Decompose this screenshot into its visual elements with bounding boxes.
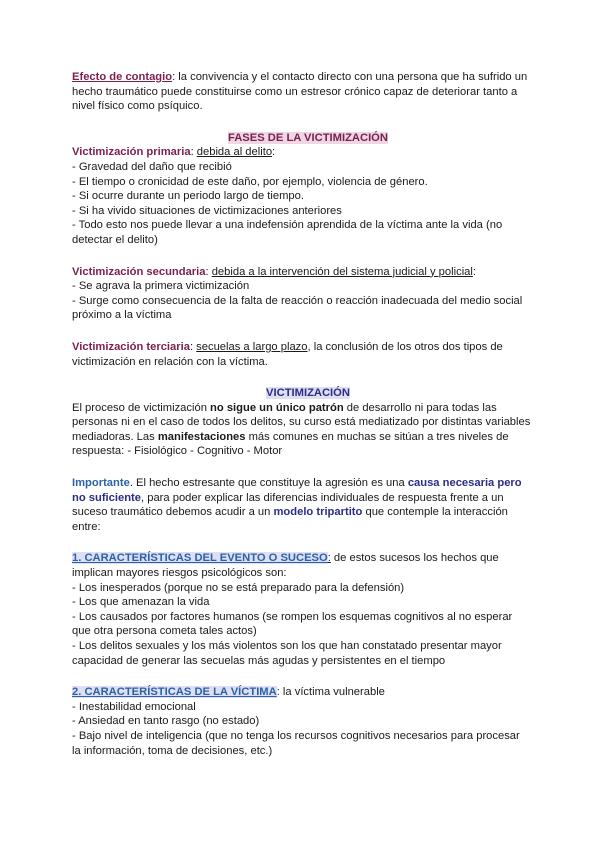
list-item: implican mayores riesgos psicológicos son: [72,567,287,580]
terciaria-paragraph [72,340,530,369]
importante-term: Importante [72,477,130,490]
secundaria-end: : [472,265,476,278]
fases-heading-row [72,131,530,146]
terciaria-text-1: , la conclusión de los otros dos tipos de [307,340,503,353]
primaria-end: : [272,146,276,159]
efecto-line-3: nivel físico como psíquico. [72,100,203,113]
list-item: - Si ocurre durante un periodo largo de tiempo. [72,190,304,203]
importante-text-4: entre: [72,520,101,533]
terciaria-separator: : [189,340,197,353]
list-item: la información, toma de decisiones, etc.) [72,744,273,757]
secundaria-paragraph [72,265,530,323]
list-item: - Se agrava la primera victimización [72,280,250,293]
terciaria-text-2: victimización en relación con la víctima. [72,355,268,368]
evento-heading: 1. CARACTERÍSTICAS DEL EVENTO O SUCESO [72,552,328,565]
terciaria-term: Victimización terciaria [72,340,190,353]
victimizacion-text-1a: El proceso de victimización [72,401,211,414]
victimizacion-heading-row [72,386,530,401]
list-item: - Bajo nivel de inteligencia (que no tenga los recursos cognitivos necesarios para procesar [72,729,520,742]
victimizacion-text-4: respuesta: - Fisiológico - Cognitivo - Motor [72,445,283,458]
terciaria-subtitle: secuelas a largo plazo [196,340,308,353]
efecto-paragraph [72,70,530,114]
importante-paragraph [72,476,530,534]
victimizacion-text-1c: de desarrollo ni para todas las [343,401,497,414]
list-item: que otra persona cometa tales actos) [72,625,257,638]
victimizacion-paragraph [72,401,530,459]
list-item: - Ansiedad en tanto rasgo (no estado) [72,715,260,728]
victimizacion-text-2: personas ni en el caso de todos los delitos, su curso está mediatizado por distintas variables [72,416,531,429]
secundaria-separator: : [205,265,212,278]
list-item: - Si ha vivido situaciones de victimizaciones anteriores [72,204,342,217]
importante-bold-1: causa necesaria pero [407,477,522,490]
importante-bold-2: no suficiente [72,491,141,504]
victimizacion-bold-3: manifestaciones [157,430,246,443]
victimizacion-bold-1: no sigue un único patrón [210,401,344,414]
efecto-line-1: : la convivencia y el contacto directo con una persona que ha sufrido un [172,71,528,83]
list-item: capacidad de generar las secuelas más agudas y persistentes en el tiempo [72,654,446,667]
list-item: próximo a la víctima [72,309,172,322]
importante-text-1a: . El hecho estresante que constituye la agresión es una [129,477,408,490]
victimizacion-heading: VICTIMIZACIÓN [266,387,350,400]
list-item: - El tiempo o cronicidad de este daño, por ejemplo, violencia de género. [72,175,428,188]
primaria-separator: : [190,146,197,159]
victimizacion-text-3c: más comunes en muchas se sitúan a tres niveles de [245,430,509,443]
evento-paragraph [72,551,530,668]
evento-intro: de estos sucesos los hechos que [330,552,499,565]
primaria-paragraph [72,145,530,247]
victima-intro: : la víctima vulnerable [276,686,385,699]
victima-heading: 2. CARACTERÍSTICAS DE LA VÍCTIMA [72,686,277,699]
primaria-term: Victimización primaria [72,146,191,159]
victima-paragraph [72,685,530,758]
importante-text-3a: suceso traumático debemos acudir a un [72,506,274,519]
list-item: detectar el delito) [72,233,158,246]
list-item: - Inestabilidad emocional [72,700,196,713]
importante-text-3c: que contemple la interacción [362,506,508,519]
secundaria-subtitle: debida a la intervención del sistema judicial y policial [211,265,473,278]
evento-separator: : [327,552,331,565]
efecto-line-2: hecho traumático puede constituirse como un estresor crónico capaz de deteriorar tanto a [72,85,518,98]
importante-text-2: , para poder explicar las diferencias individuales de respuesta frente a un [141,491,504,504]
list-item: - Los inesperados (porque no se está preparado para la defensión) [72,581,405,594]
secundaria-term: Victimización secundaria [72,265,206,278]
list-item: - Surge como consecuencia de la falta de reacción o reacción inadecuada del medio social [72,294,523,307]
list-item: - Los que amenazan la vida [72,596,210,609]
primaria-subtitle: debida al delito [196,146,273,159]
importante-bold-3: modelo tripartito [273,506,363,519]
list-item: - Los causados por factores humanos (se rompen los esquemas cognitivos al no esperar [72,610,513,623]
fases-heading: FASES DE LA VICTIMIZACIÓN [228,131,388,144]
list-item: - Los delitos sexuales y los más violentos son los que han constatado presentar mayor [72,640,502,652]
efecto-term: Efecto de contagio [72,71,173,83]
list-item: - Todo esto nos puede llevar a una indefensión aprendida de la víctima ante la vida (no [72,219,503,232]
list-item: - Gravedad del daño que recibió [72,160,232,173]
victimizacion-text-3a: mediadoras. Las [72,430,158,443]
